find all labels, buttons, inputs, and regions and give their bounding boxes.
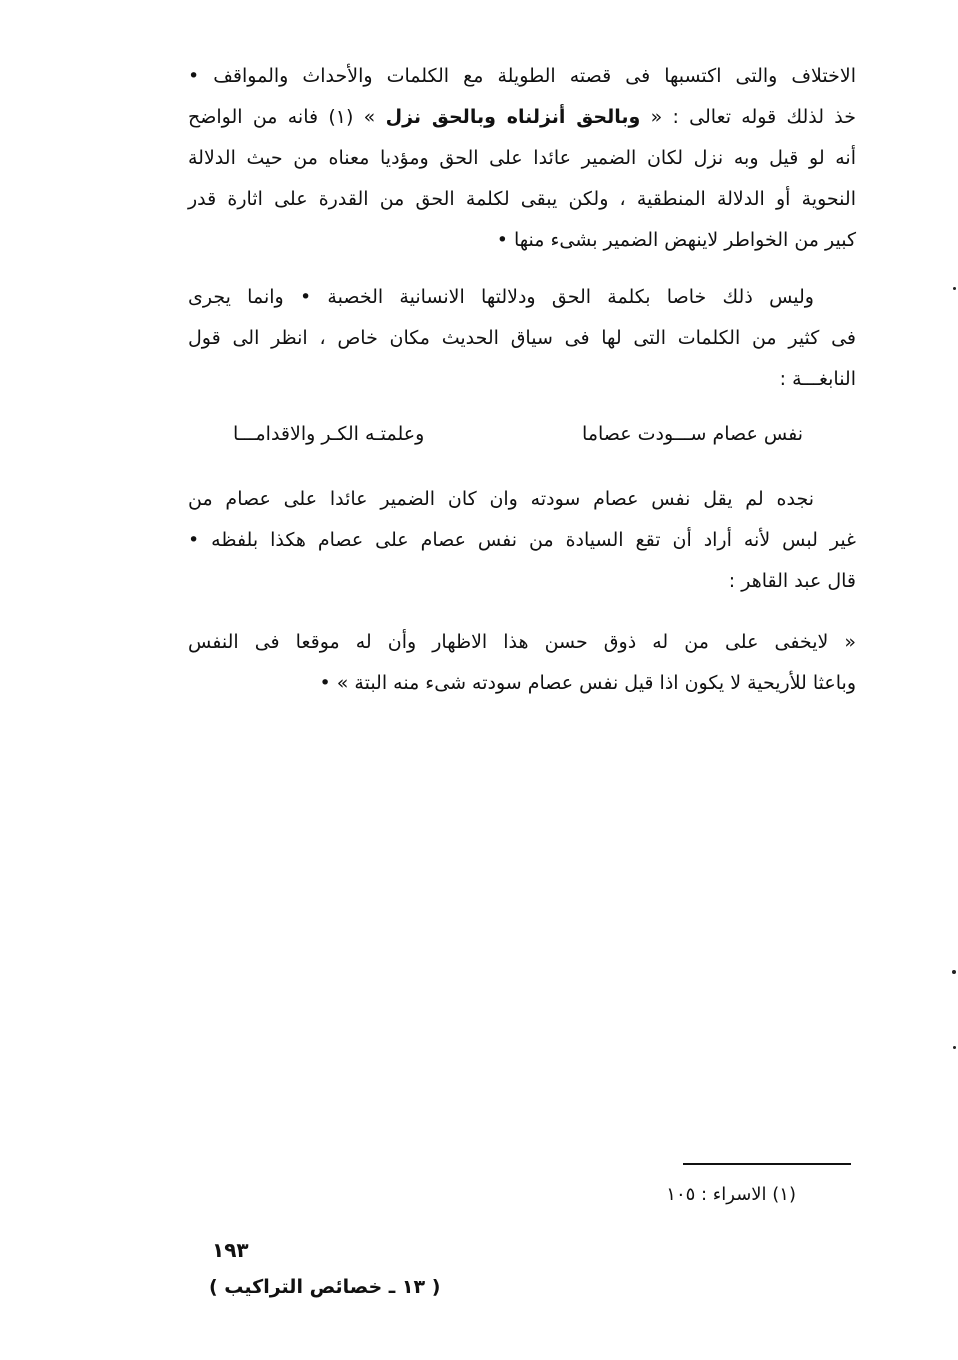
paragraph-4	[188, 622, 856, 704]
paragraph-1-line-5: كبير من الخواطر لاينهض الضمير بشىء منها •	[496, 229, 856, 251]
paragraph-1-line-1: الاختلاف والتى اكتسبها فى قصته الطويلة مع الكلمات والأحداث والمواقف •	[188, 65, 856, 87]
verse-first-hemistich: نفس عصام ســـودت عصاما	[582, 423, 803, 445]
footnote-rule	[683, 1163, 851, 1165]
paragraph-4-line-1: « لايخفى على من له ذوق حسن هذا الاظهار وأن له موقعا فى النفس	[188, 631, 856, 653]
printer-signature: ( ١٣ ـ خصائص التراكيب )	[209, 1276, 441, 1298]
paragraph-2-line-3: النابغـــة :	[779, 368, 856, 390]
paragraph-4-line-2: وباعثا للأريحية لا يكون اذا قيل نفس عصام سودته شىء منه البتة » •	[319, 672, 856, 694]
paragraph-3-line-2: غير لبس لأنه أراد أن تقع السيادة من نفس عصام على عصام هكذا بلفظه •	[188, 529, 856, 551]
paragraph-1	[188, 56, 856, 261]
paragraph-1-line-2	[188, 97, 856, 138]
paragraph-3-line-3: قال عبد القاهر :	[728, 570, 856, 592]
scan-speck	[953, 287, 956, 290]
quote-intro: خذ لذلك قوله تعالى : «	[640, 106, 856, 128]
paragraph-2-line-1: وليس ذلك خاصا بكلمة الحق ودلالتها الانسانية الخصبة • وانما يجرى	[188, 286, 814, 308]
poetry-verse	[233, 414, 803, 455]
quote-outro: » (١) فانه من الواضح	[188, 106, 386, 128]
quranic-verse: وبالحق أنزلناه وبالحق نزل	[385, 106, 641, 128]
scan-speck	[952, 970, 956, 974]
page-number: ١٩٣	[212, 1238, 249, 1262]
paragraph-1-line-4: النحوية أو الدلالة المنطقية ، ولكن يبقى لكلمة الحق من القدرة على اثارة قدر	[188, 188, 856, 210]
scan-speck	[953, 1046, 956, 1049]
paragraph-2	[188, 277, 856, 400]
paragraph-3	[188, 479, 856, 602]
paragraph-3-line-1: نجده لم يقل نفس عصام سودته وان كان الضمير عائدا على عصام من	[188, 488, 814, 510]
paragraph-2-line-2: فى كثير من الكلمات التى لها فى سياق الحديث مكان خاص ، انظر الى قول	[188, 327, 856, 349]
footnote: (١) الاسراء : ١٠٥	[666, 1184, 796, 1205]
paragraph-1-line-3: أنه لو قيل وبه نزل لكان الضمير عائدا على الحق ومؤديا معناه من حيث الدلالة	[188, 147, 856, 169]
verse-second-hemistich: وعلمتـه الكـر والاقدامـــا	[233, 423, 425, 445]
